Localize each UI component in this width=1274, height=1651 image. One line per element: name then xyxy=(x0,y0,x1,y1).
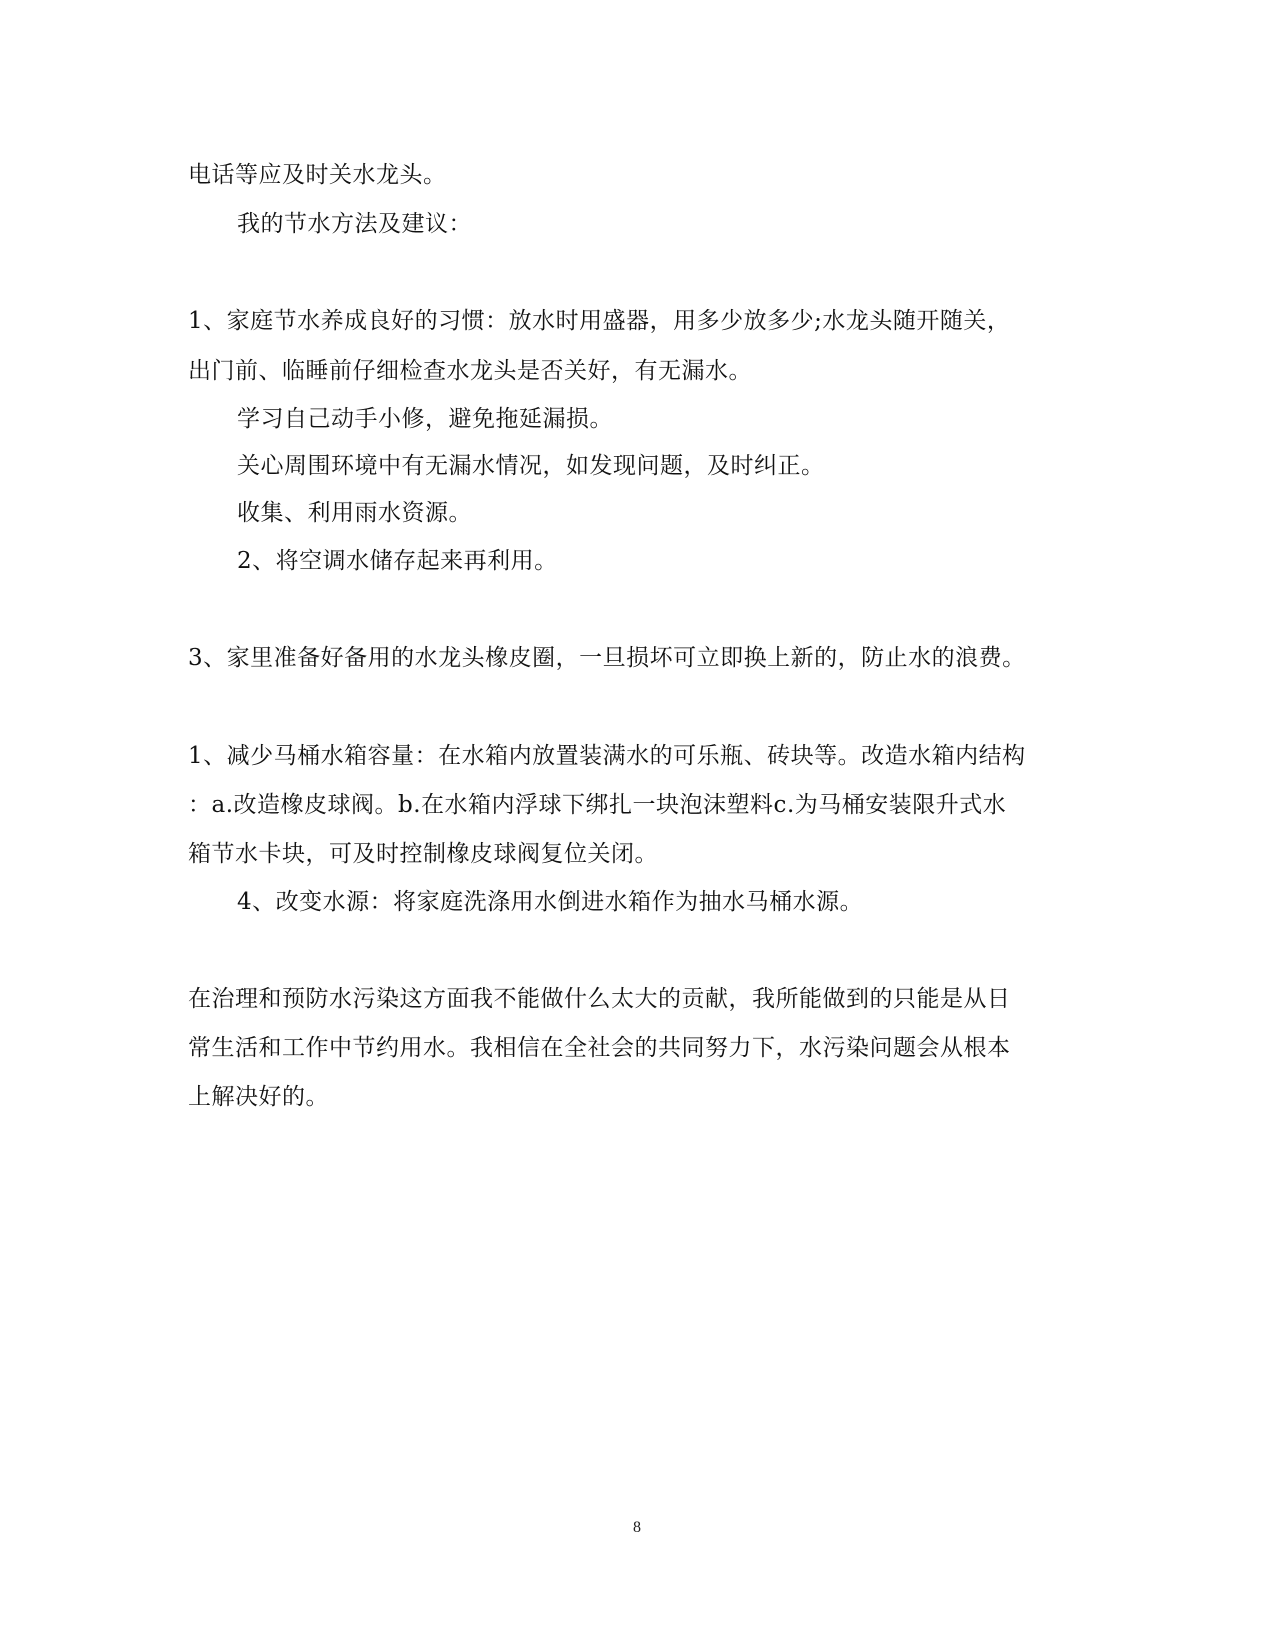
text-line: 出门前、临睡前仔细检查水龙头是否关好，有无漏水。 xyxy=(188,358,752,384)
text-line: 4、改变水源：将家庭洗涤用水倒进水箱作为抽水马桶水源。 xyxy=(237,889,864,915)
text-line: 3、家里准备好备用的水龙头橡皮圈，一旦损坏可立即换上新的，防止水的浪费。 xyxy=(188,645,1026,671)
text-line: 学习自己动手小修，避免拖延漏损。 xyxy=(237,406,613,432)
text-line: 在治理和预防水污染这方面我不能做什么太大的贡献，我所能做到的只能是从日 xyxy=(188,986,1011,1012)
text-line: 电话等应及时关水龙头。 xyxy=(188,162,447,188)
text-line: 收集、利用雨水资源。 xyxy=(237,500,472,526)
page-number: 8 xyxy=(633,1519,641,1536)
text-line: 1、家庭节水养成良好的习惯：放水时用盛器，用多少放多少;水龙头随开随关， xyxy=(188,308,1011,334)
text-line: 箱节水卡块，可及时控制橡皮球阀复位关闭。 xyxy=(188,841,658,867)
text-line: 2、将空调水储存起来再利用。 xyxy=(237,548,558,574)
text-line: 1、减少马桶水箱容量：在水箱内放置装满水的可乐瓶、砖块等。改造水箱内结构 xyxy=(188,743,1026,769)
text-line: 我的节水方法及建议： xyxy=(237,211,472,237)
text-line: 上解决好的。 xyxy=(188,1084,329,1110)
text-line: ：a.改造橡皮球阀。b.在水箱内浮球下绑扎一块泡沫塑料c.为马桶安装限升式水 xyxy=(188,792,1007,818)
text-line: 常生活和工作中节约用水。我相信在全社会的共同努力下，水污染问题会从根本 xyxy=(188,1035,1011,1061)
text-line: 关心周围环境中有无漏水情况，如发现问题，及时纠正。 xyxy=(237,453,825,479)
